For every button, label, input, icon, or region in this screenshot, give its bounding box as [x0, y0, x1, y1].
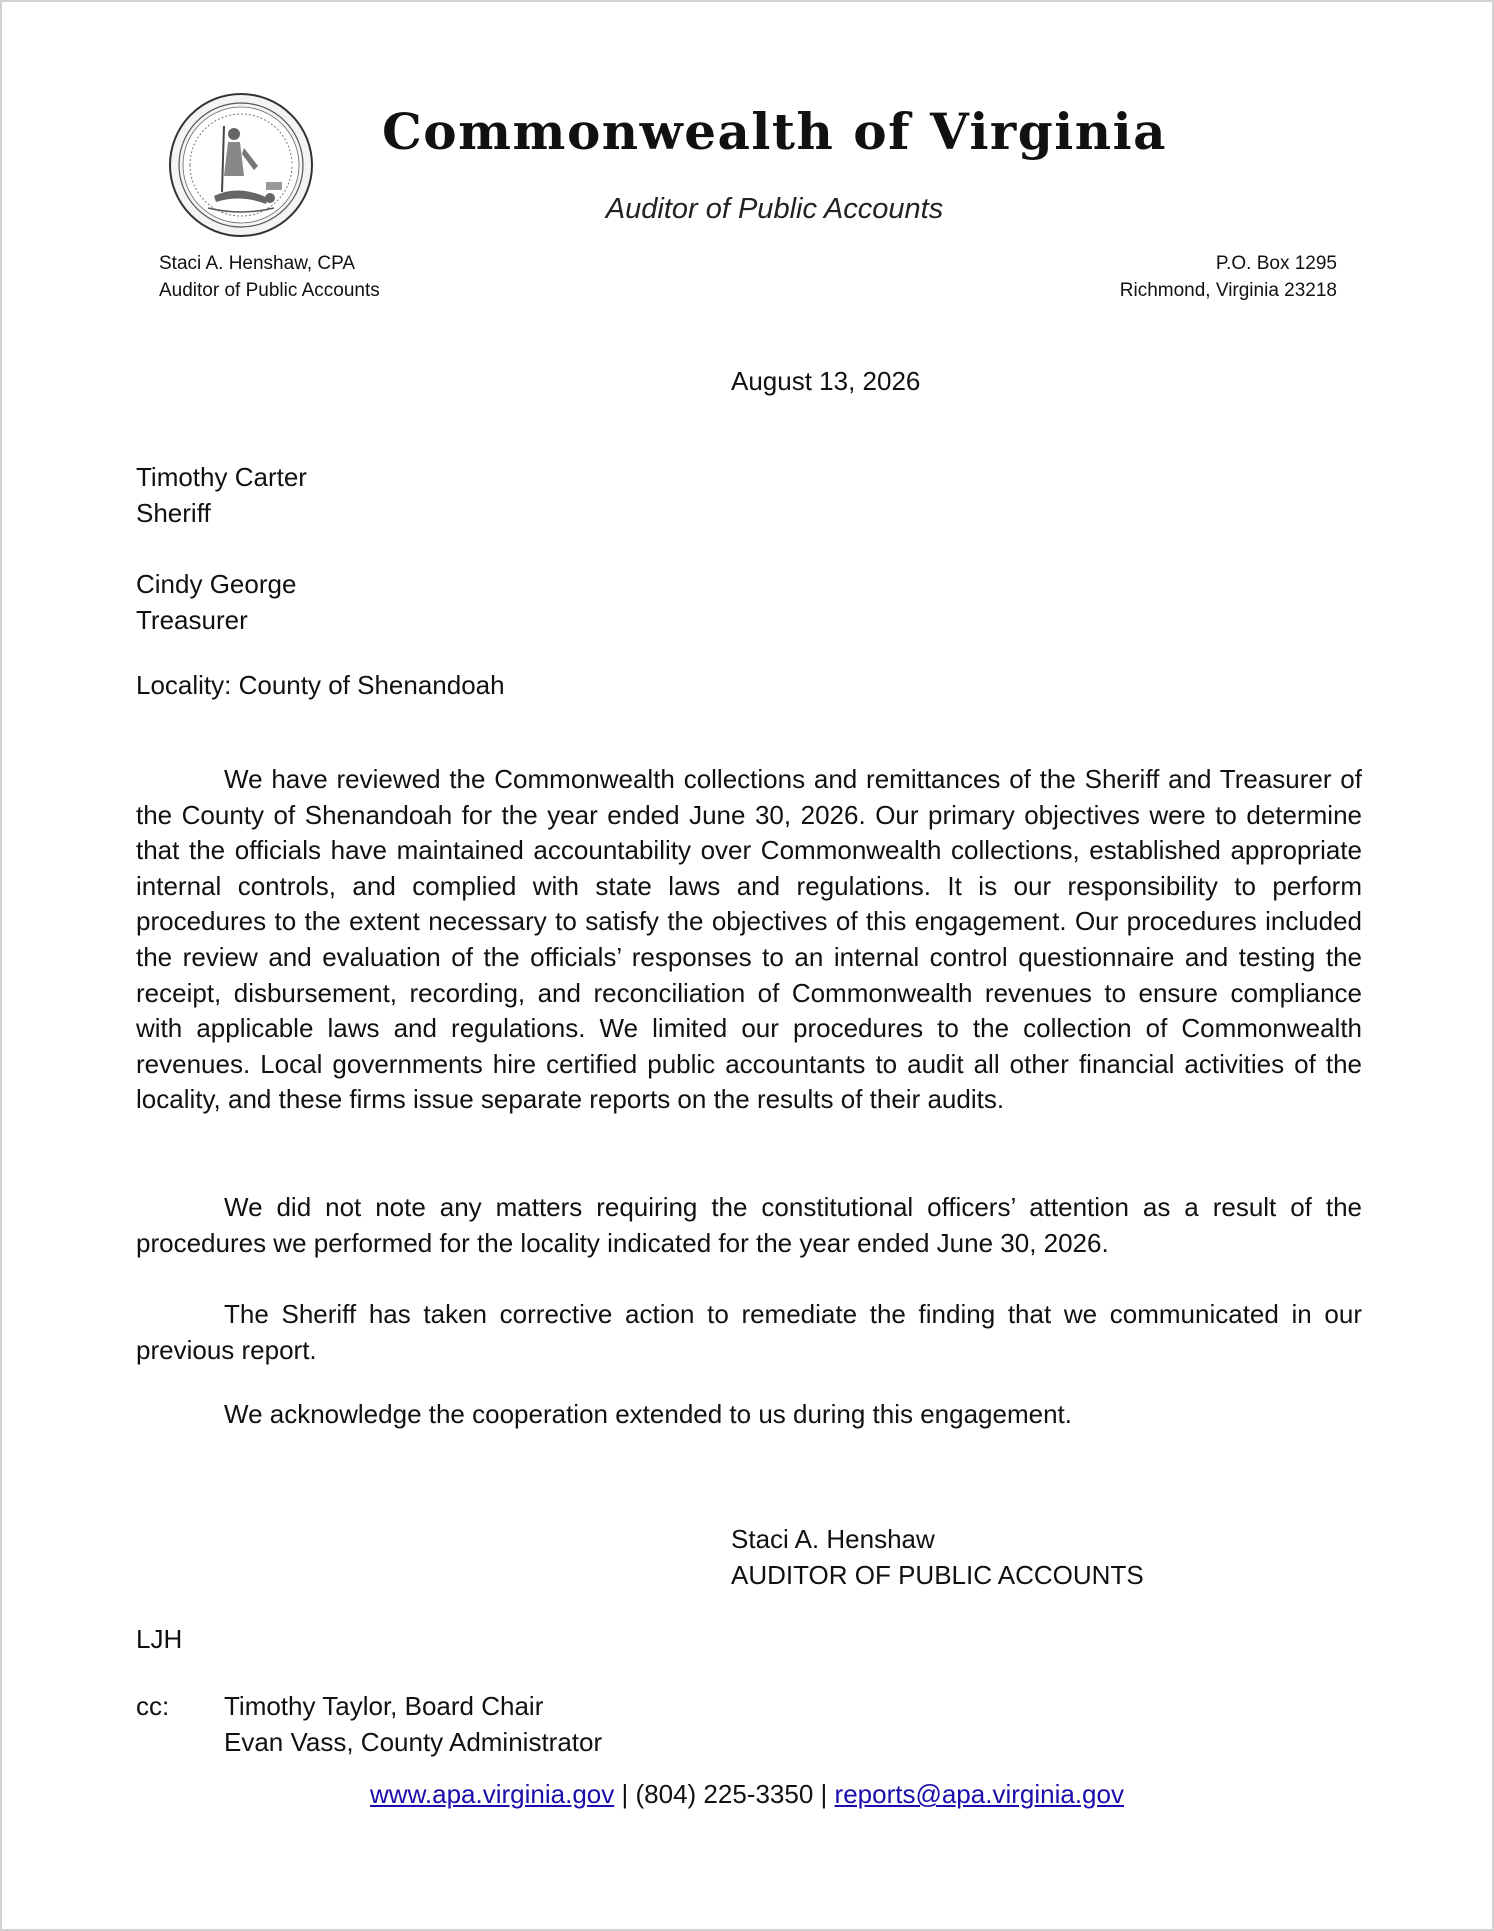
paragraph-text: The Sheriff has taken corrective action to remediate the finding that we communicated in our previous report.: [136, 1299, 1362, 1365]
paragraph-text: We did not note any matters requiring the constitutional officers’ attention as a result of the procedures we performed for the locality indicated for the year ended June 30, 2026.: [136, 1192, 1362, 1258]
typist-initials: LJH: [136, 1624, 183, 1654]
paragraph-text: We acknowledge the cooperation extended to us during this engagement.: [224, 1399, 1072, 1429]
locality-line: [136, 667, 505, 703]
body-paragraph-4: [136, 1397, 1362, 1433]
recipient-sheriff: [136, 459, 307, 531]
email-link[interactable]: reports@apa.virginia.gov: [834, 1779, 1124, 1809]
cc-recipient: Evan Vass, County Administrator: [224, 1727, 603, 1757]
letter-date: August 13, 2026: [731, 366, 921, 396]
signature-block: [731, 1521, 1144, 1593]
locality-text: Locality: County of Shenandoah: [136, 670, 505, 700]
phone-number: (804) 225-3350: [635, 1779, 814, 1809]
website-link[interactable]: www.apa.virginia.gov: [370, 1779, 615, 1809]
cc-list: [224, 1688, 602, 1760]
signature-name: Staci A. Henshaw: [731, 1524, 935, 1554]
signature-title: AUDITOR OF PUBLIC ACCOUNTS: [731, 1560, 1144, 1590]
paragraph-text: We have reviewed the Commonwealth collections and remittances of the Sheriff and Treasurer of the County of Shenandoah for the year ended June 30, 2026. Our primary objectives were to determine that the officials have maintained accountability over Commonwealth collections, established appropriate internal controls, and complied with state laws and regulations. It is our responsibility to perform procedures to the extent necessary to satisfy the objectives of this engagement. Our procedures included the review and evaluation of the officials’ responses to an internal control questionnaire and testing the receipt, disbursement, recording, and reconciliation of Commonwealth revenues to ensure compliance with applicable laws and regulations. We limited our procedures to the collection of Commonwealth revenues. Local governments hire certified public accountants to audit all other financial activities of the locality, and these firms issue separate reports on the results of their audits.: [136, 764, 1362, 1115]
recipient-title: Sheriff: [136, 498, 211, 528]
address-city: Richmond, Virginia 23218: [1119, 280, 1337, 301]
recipient-name: Cindy George: [136, 569, 297, 599]
footer-separator: |: [621, 1779, 629, 1809]
address-po-box: P.O. Box 1295: [1215, 253, 1337, 274]
body-paragraph-2: [136, 1190, 1362, 1261]
letterhead-subtitle: Auditor of Public Accounts: [605, 193, 944, 225]
auditor-title: Auditor of Public Accounts: [159, 280, 380, 301]
recipient-title: Treasurer: [136, 605, 248, 635]
letterhead-auditor-block: [159, 250, 380, 304]
recipient-name: Timothy Carter: [136, 462, 307, 492]
letterhead-title: Commonwealth of Virginia: [382, 102, 1167, 161]
body-paragraph-1: [136, 762, 1362, 1118]
auditor-name: Staci A. Henshaw, CPA: [159, 253, 356, 274]
letterhead-address-block: [1120, 250, 1337, 304]
recipient-treasurer: [136, 566, 296, 638]
cc-label: cc:: [136, 1691, 170, 1721]
footer-separator: |: [820, 1779, 828, 1809]
body-paragraph-3: [136, 1297, 1362, 1368]
footer-contact: [2, 1779, 1492, 1810]
cc-recipient: Timothy Taylor, Board Chair: [224, 1691, 544, 1721]
